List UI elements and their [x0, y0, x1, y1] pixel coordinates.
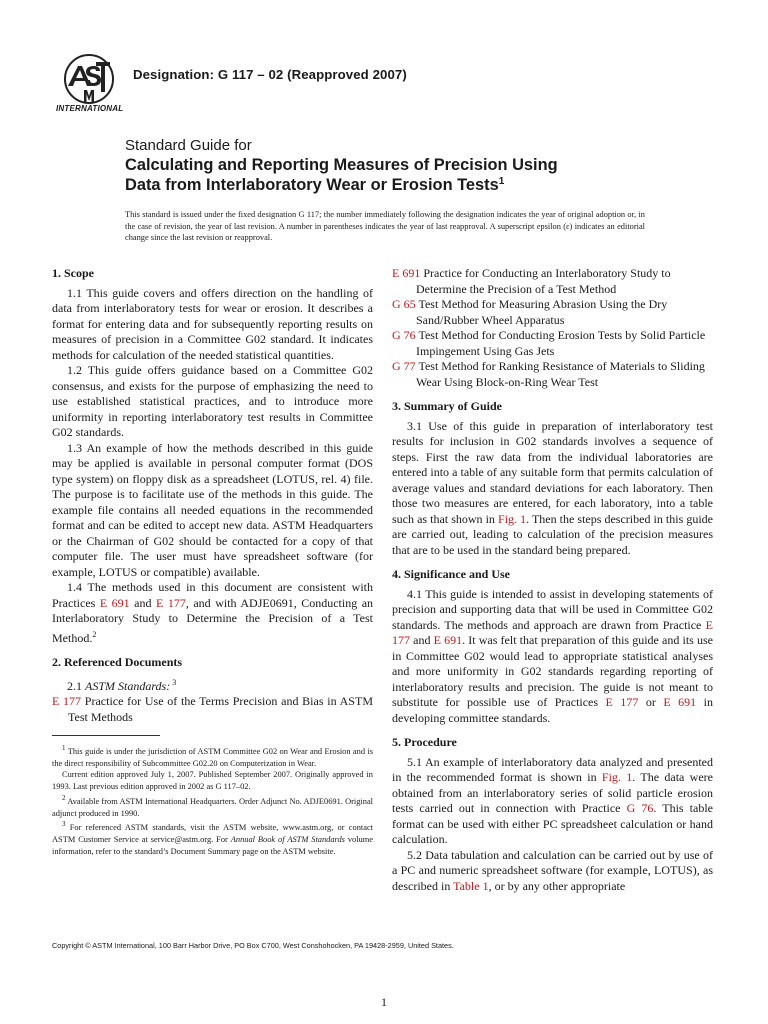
paragraph-3-1: 3.1 Use of this guide in preparation of interlaboratory test results for inclusion in G02 standards involves a sequence of steps. First the raw data from the individual laboratories are entered into a table of any suitable form that permits calculation of average values and standard deviations for each laboratory. Then those two measures are entered, for each laboratory, into a table such as that shown in Fig. 1. Then the steps described in this guide are carried out, leading to calculation of the precision measures that are to be used in the standard being prepared.	[392, 418, 713, 557]
heading-procedure: 5. Procedure	[392, 735, 457, 749]
reference-e177: E 177 Practice for Use of the Terms Precision and Bias in ASTM Test Methods	[52, 694, 373, 724]
reference-e691: E 691 Practice for Conducting an Interlaboratory Study to Determine the Precision of a Test Method	[392, 266, 671, 296]
link-g65-ref[interactable]: G 65	[392, 297, 416, 311]
heading-significance: 4. Significance and Use	[392, 567, 511, 581]
reference-g76: G 76 Test Method for Conducting Erosion Tests by Solid Particle Impingement Using Gas Jets	[392, 328, 706, 358]
link-e177[interactable]: E 177	[156, 595, 186, 610]
heading-scope: 1. Scope	[52, 266, 94, 280]
reference-g65: G 65 Test Method for Measuring Abrasion Using the Dry Sand/Rubber Wheel Apparatus	[392, 297, 668, 327]
link-e691-ref[interactable]: E 691	[392, 266, 421, 280]
link-g76-s5[interactable]: G 76	[626, 801, 654, 815]
link-fig1-s5[interactable]: Fig. 1	[601, 770, 633, 784]
paragraph-1-4: 1.4 The methods used in this document are consistent with Practices E 691 and E 177, and with ADJE0691, Conducting an Interlaboratory Study to Determine the Precision of a Test Method.$^2$	[52, 580, 374, 645]
footnote-3: $^3$ For referenced ASTM standards, visit the ASTM website, www.astm.org, or contact ASTM Customer Service at service@astm.org. For Annual Book of ASTM Standards volume information, refer to the standard’s Document Summary page on the ASTM website.	[52, 820, 373, 856]
link-e691-s4[interactable]: E 691	[433, 633, 463, 647]
copyright-notice: Copyright © ASTM International, 100 Barr Harbor Drive, PO Box C700, West Conshohocken, PA 19428-2959, United States.	[52, 941, 454, 950]
intro-paragraph: This standard is issued under the fixed designation G 117; the number immediately following the designation indicates the year of original adoption or, in the case of revision, the year of last revision. A number in parentheses indicates the year of last reapproval. A superscript epsilon (ε) indicates an editorial change since the last revision or reapproval.	[125, 210, 645, 242]
link-table1[interactable]: Table 1	[453, 878, 489, 893]
link-e177-s4[interactable]: E 177	[392, 617, 713, 647]
footnote-ref-2: 2	[92, 629, 97, 639]
footnote-2: $^2$ Available from ASTM International Headquarters. Order Adjunct No. ADJE0691. Original adjunct produced in 1990.	[52, 793, 373, 818]
designation: Designation: G 117 – 02 (Reapproved 2007)	[133, 67, 407, 82]
footnote-ref-3: 3	[170, 677, 177, 687]
link-g77-ref[interactable]: G 77	[392, 359, 416, 373]
link-e177-ref[interactable]: E 177	[52, 694, 82, 708]
title-line-3: Data from Interlaboratory Wear or Erosion Tests$^1$	[125, 176, 505, 194]
title-line-2: Calculating and Reporting Measures of Precision Using	[125, 156, 558, 174]
footnote-1: $^1$ This guide is under the jurisdiction of ASTM Committee G02 on Wear and Erosion and is the direct responsibility of Subcommittee G02.20 on Computerization in Wear.	[52, 744, 373, 768]
logo-wordmark: INTERNATIONAL	[56, 104, 124, 113]
paragraph-1-2: 1.2 This guide offers guidance based on a Committee G02 consensus, and exists for the purpose of emphasizing the need to use established statistical practices, and to introduce more uniformity in reporting interlaboratory test results in Committee G02 standards.	[52, 363, 373, 439]
footnote-1-edition: Current edition approved July 1, 2007. Published September 2007. Originally approved in 1993. Last previous edition approved in 2002 as G 117–02.	[52, 770, 373, 792]
heading-referenced-documents: 2. Referenced Documents	[52, 655, 183, 669]
paragraph-4-1: 4.1 This guide is intended to assist in developing statements of precision and supporting data that will be used in Committee G02 standards. The methods and approach are drawn from Practice E 177 and E 691. It was felt that preparation of this guide and its use in Committee G02 would lead to appropriate statistical analyses and more uniformity in G02 standards regarding reporting of interlaboratory results and precision. The guide is not meant to substitute for possible use of Practices E 177 or E 691 in developing committee standards.	[392, 586, 713, 725]
paragraph-5-2: 5.2 Data tabulation and calculation can be carried out by use of a PC and numeric spreadsheet software (for example, LOTUS), as described in Table 1, or by any other appropriate	[392, 847, 713, 893]
title-footnote-mark: 1	[498, 176, 505, 187]
paragraph-1-3: 1.3 An example of how the methods described in this guide may be applied is available in personal computer format (DOS type system) on floppy disk as a spreadsheet (LOTUS, rel. 4) file. The purpose is to facilitate use of the methods in this guide. The example file contains all needed equations in the recommended format and can be edited to accept new data. ASTM Headquarters or the Chairman of G02 should be contacted for a copy of that computer file. The user must have spreadsheet software (for example, LOTUS or compatible) available.	[52, 440, 373, 579]
link-e691[interactable]: E 691	[99, 595, 130, 610]
paragraph-2-1: 2.1 ASTM Standards: $^3$	[67, 677, 177, 693]
footnote-divider	[52, 735, 160, 736]
title-line-1: Standard Guide for	[125, 137, 252, 154]
left-column	[52, 266, 373, 858]
paragraph-5-1: 5.1 An example of interlaboratory data analyzed and presented in the recommended format is shown in Fig. 1. The data were obtained from an interlaboratory series of solid particle erosion tests carried out in connection with Practice G 76. This table format can be used with either PC spreadsheet calculation or hand calculation.	[392, 754, 714, 846]
reference-g77: G 77 Test Method for Ranking Resistance of Materials to Sliding Wear Using Block-on-Ring Wear Test	[392, 359, 705, 389]
link-e177-s4b[interactable]: E 177	[605, 695, 639, 709]
paragraph-1-1: 1.1 This guide covers and offers direction on the handling of data from interlaboratory tests for wear or erosion. It describes a format for entering data and for subsequently reporting results on measures of precision in a Committee G02 standard. It indicates methods for calculation of the needed statistical quantities.	[52, 285, 373, 362]
page-number: 1	[381, 995, 387, 1009]
link-g76-ref[interactable]: G 76	[392, 328, 416, 342]
link-e691-s4b[interactable]: E 691	[663, 695, 697, 709]
right-column	[392, 266, 713, 894]
heading-summary: 3. Summary of Guide	[392, 399, 503, 413]
link-fig1[interactable]: Fig. 1	[498, 511, 527, 526]
document-title	[125, 136, 645, 195]
